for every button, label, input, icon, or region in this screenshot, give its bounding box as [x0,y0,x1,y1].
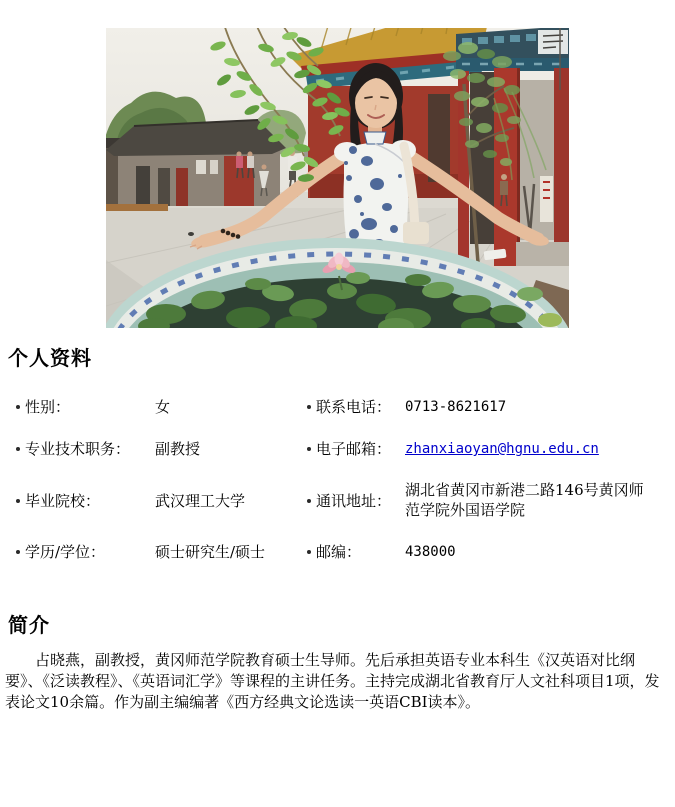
section-title-personal: 个人资料 [8,346,92,370]
field-value: 硕士研究生/硕士 [155,543,266,561]
field-alma-mater [8,481,307,520]
field-value: 女 [155,398,171,416]
field-title [8,439,307,459]
field-gender [8,397,307,417]
field-email [307,439,675,459]
email-link[interactable]: zhanxiaoyan@hgnu.edu.cn [405,441,599,457]
bullet-icon [307,447,311,451]
field-label: 邮编： [316,543,362,561]
bullet-icon [16,499,20,503]
field-label: 学历/学位： [25,543,106,561]
bullet-icon [307,499,311,503]
section-title-intro: 简介 [8,613,50,637]
bullet-icon [307,405,311,409]
field-label: 电子邮箱： [316,440,392,458]
field-address [307,481,675,520]
field-phone [307,397,675,417]
field-value: 副教授 [155,440,201,458]
profile-photo [106,28,569,328]
field-value: 湖北省黄冈市新港二路146号黄冈师范学院外国语学院 [405,481,644,519]
field-label: 毕业院校： [25,491,101,510]
field-label: 联系电话： [316,398,392,416]
bio-paragraph: 占晓燕，副教授，黄冈师范学院教育硕士生导师。先后承担英语专业本科生《汉英语对比纲要》、《泛读教程》、《英语词汇学》等课程的主讲任务。主持完成湖北省教育厅人文社科项目1项，发表论文10余篇。作为副主编编著《西方经典文论选读一英语CBI读本》。 [5,651,660,711]
bullet-icon [16,405,20,409]
field-label: 性别： [25,398,71,416]
field-label: 通讯地址： [316,491,392,510]
bullet-icon [307,550,311,554]
field-value: 武汉理工大学 [155,491,246,510]
personal-info-list [8,397,675,562]
bullet-icon [16,550,20,554]
field-degree [8,542,307,562]
bullet-icon [16,447,20,451]
field-value: 0713-8621617 [405,399,507,415]
photo-building-left [106,120,286,211]
field-value: 438000 [405,544,456,560]
field-zipcode [307,542,675,562]
field-label: 专业技术职务： [25,440,131,458]
